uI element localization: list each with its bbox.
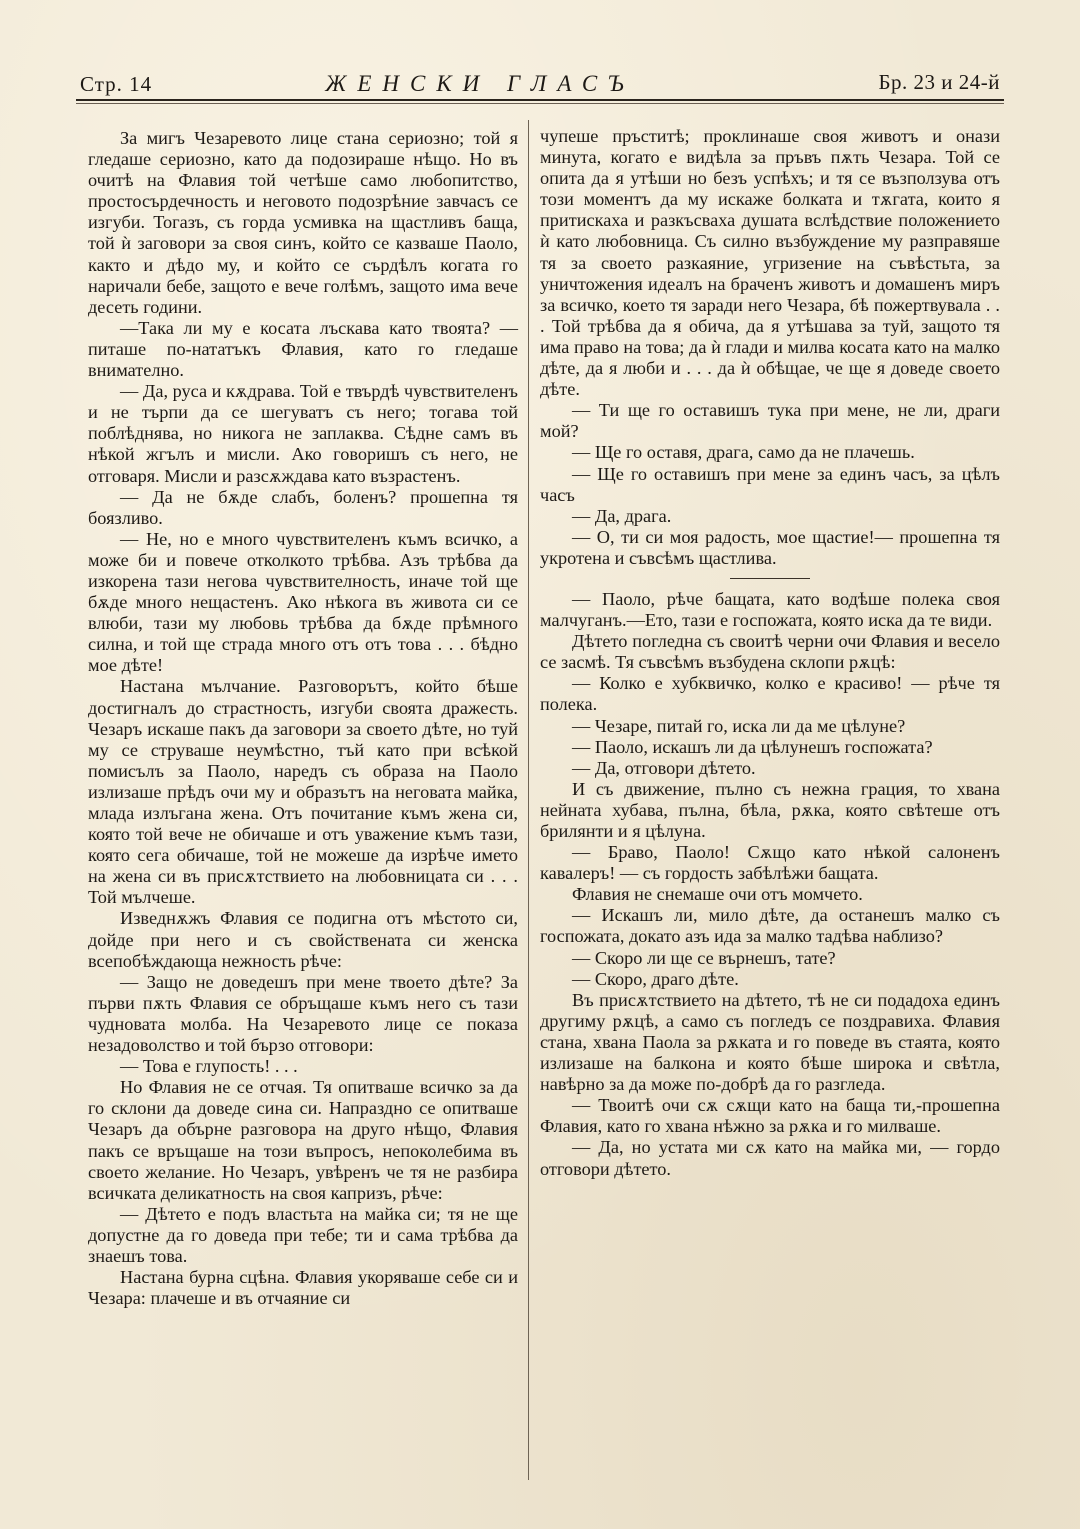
paragraph: — Браво, Паоло! Сѫщо като нѣкой салоненъ кавалеръ! — съ гордость забѣлѣжи бащата. [540,842,1000,884]
paragraph: — Ти ще го оставишъ тука при мене, не ли, драги мой? [540,400,1000,442]
paragraph: Въ присѫтствието на дѣтето, тѣ не си подадоха единъ другиму рѫцѣ, а само съ погледъ се поздравиха. Флавия стана, хвана Паола за рѫката и го поведе въ стаята, която излизаше на балкона и която бѣше широка и свѣтла, навѣрно за да може по-добрѣ да го разгледа. [540,989,1000,1095]
paragraph: — Да, драга. [572,505,672,526]
paragraph: — Твоитѣ очи сѫ сѫщи като на баща ти,-прошепна Флавия, като го хвана нѣжно за рѫка и го милваше. [540,1095,1000,1137]
paragraph: — Ще го оставишъ при мене за единъ часъ, за цѣлъ часъ [540,463,1000,505]
paragraph: Но Флавия не се отчая. Тя опитваше всичко за да го склони да доведе сина си. Напраздно се опитваше Чезаръ да обърне разговора на друго нѣщо, Флавия пакъ се връщаше на този въпросъ, непоколебима въ своето желание. Но Чезаръ, увѣренъ че тя не разбира всичката деликатность на своя капризъ, рѣче: [88,1077,518,1203]
paragraph: — Да, отговори дѣтето. [572,757,756,778]
paragraph: — Ще го оставя, драга, само да не плачешь. [572,442,915,463]
paragraph: — Скоро ли ще се върнешъ, тате? [572,947,836,968]
paragraph: Флавия не снемаше очи отъ момчето. [572,884,863,905]
paragraph: За мигъ Чезаревото лице стана сериозно; той я гледаше сериозно, като да подозираше нѣщо. Но въ очитѣ на Флавия той четѣше само любопитство, простосърдечность и неговото подозрѣние завчасъ се изгуби. Тогазъ, съ горда усмивка на щастливъ баща, той ѝ заговори за своя синъ, който се казваше Паоло, както и дѣдо му, и който се сърдѣлъ когата го наричали бебе, защото е вече голѣмъ, защото има вече десеть години. [88,128,518,317]
page-number: Стр. 14 [80,72,153,96]
paragraph: — Чезаре, питай го, иска ли да ме цѣлуне? [572,715,906,736]
header-rule-thin [76,103,1004,104]
paragraph: — О, ти си моя радость, мое щастие!— прошепна тя укротена и съвсѣмъ щастлива. [540,526,1000,568]
section-separator [730,578,810,579]
paragraph: — Не, но е много чувствителенъ къмъ всичко, а може би и повече отколкото трѣбва. Азъ трѣбва да изкорена тази негова чувствителность, иначе той ще бѫде много нещастенъ. Ако нѣкога въ живота си се влюби, тази му любовь трѣбва да бѫде прѣмного силна, и той ще страда много отъ отъ това . . . бѣдно мое дѣте! [88,528,518,676]
paragraph: — Колко е хубквичко, колко е красиво! — рѣче тя полека. [540,673,1000,715]
paragraph: — Дѣтето е подъ властьта на майка си; тя не ще допустне да го доведа при тебе; ти и сама трѣбва да знаешъ това. [88,1203,518,1266]
paragraph: — Да, но устата ми сѫ като на майка ми, — гордо отговори дѣтето. [540,1137,1000,1179]
issue-number: Бр. 23 и 24-й [878,70,1000,94]
paragraph: Дѣтето погледна съ своитѣ черни очи Флавия и весело се засмѣ. Тя съвсѣмъ възбудена склопи рѫцѣ: [540,631,1000,673]
paragraph: И съ движение, пълно съ нежна грация, то хвана нейната хубава, пълна, бѣла, рѫка, която свѣтеше отъ брилянти и я цѣлуна. [540,778,1000,841]
header-rule [76,99,1004,101]
paragraph: — Това е глупость! . . . [120,1056,298,1077]
paragraph: — Да, руса и кѫдрава. Той е твърдѣ чувствителенъ и не търпи да се шегуватъ съ него; тогава той поблѣднява, но никога не заплаква. Сѣдне самъ въ нѣкой жгълъ и мисли. Ако говоришъ съ него, не отговаря. Мисли и разсѫждава като възрастенъ. [88,381,518,486]
column-divider [528,120,529,1480]
paragraph: Настана мълчание. Разговорътъ, който бѣше достигналъ до страстность, изгуби своята дражесть. Чезаръ искаше пакъ да заговори за своето дѣте, но туй му се струваше неумѣстно, тъй като при всѣкой помисълъ за Паоло, наредъ съ образа на Паоло излизаше прѣдъ очи му и образътъ на неговата майка, млада излъгана жена. Отъ почитание къмъ жена си, която той вече не обичаше и отъ уважение къмъ тази, която сега обичаше, той не можеше да изрѣче името на жена си въ присѫтствието на любовницата си . . . Той мълчеше. [88,676,518,908]
paragraph: —Така ли му е косата лъскава като твоята? — питаше по-нататъкъ Флавия, като го гледаше внимателно. [88,317,518,381]
left-column [88,128,518,1309]
page-header [80,70,1000,98]
paragraph: — Да не бѫде слабъ, боленъ? прошепна тя боязливо. [88,486,518,528]
paragraph: — Паоло, рѣче бащата, като водѣше полека своя малчуганъ.—Ето, тази е госпожата, която иска да те види. [540,588,1000,631]
paragraph: — Искашъ ли, мило дѣте, да останешъ малко съ госпожата, докато азъ ида за малко тадѣва наблизо? [540,905,1000,947]
paragraph: — Паоло, искашъ ли да цѣлунешъ госпожата? [572,736,933,757]
paragraph: чупеше пръститѣ; проклинаше своя животъ и онази минута, когато е видѣла за пръвъ пѫть Чезара. Той се опита да я утѣши но безъ успѣхъ; и тя се възползува отъ този моментъ да му искаже болката и тѫгата, които я притискаха и разкъсваха душата вслѣдствие положението ѝ като любовница. Съ силно възбуждение му разправяше тя за своето разкаяние, угризение на съвѣстьта, за уничтожения идеалъ на браченъ животъ и домашенъ миръ за всичко, което тя заради него Чезара, бѣ пожертвувала . . . Той трѣбва да я обича, да я утѣшава за туй, защото тя има право на това; да ѝ глади и милва косата като на малко дѣте, да я люби и . . . да ѝ обѣщае, че ще я доведе своето дѣте. [540,126,1000,400]
paragraph: Изведнѫжъ Флавия се подигна отъ мѣстото си, дойде при него и съ свойствената си женска всепобѣждающа нежность рѣче: [88,908,518,971]
journal-title: ЖЕНСКИ ГЛАСЪ [325,71,635,96]
paragraph: — Защо не доведешъ при мене твоето дѣте? За първи пѫть Флавия се обръщаше къмъ него съ тази чудновата молба. На Чезаревото лице се показа незадоволство и той бързо отговори: [88,971,518,1056]
paragraph: — Скоро, драго дѣте. [572,968,739,989]
paragraph: Настана бурна сцѣна. Флавия укоряваше себе си и Чезара: плачеше и въ отчаяние си [88,1267,518,1309]
right-column [540,126,1000,1180]
